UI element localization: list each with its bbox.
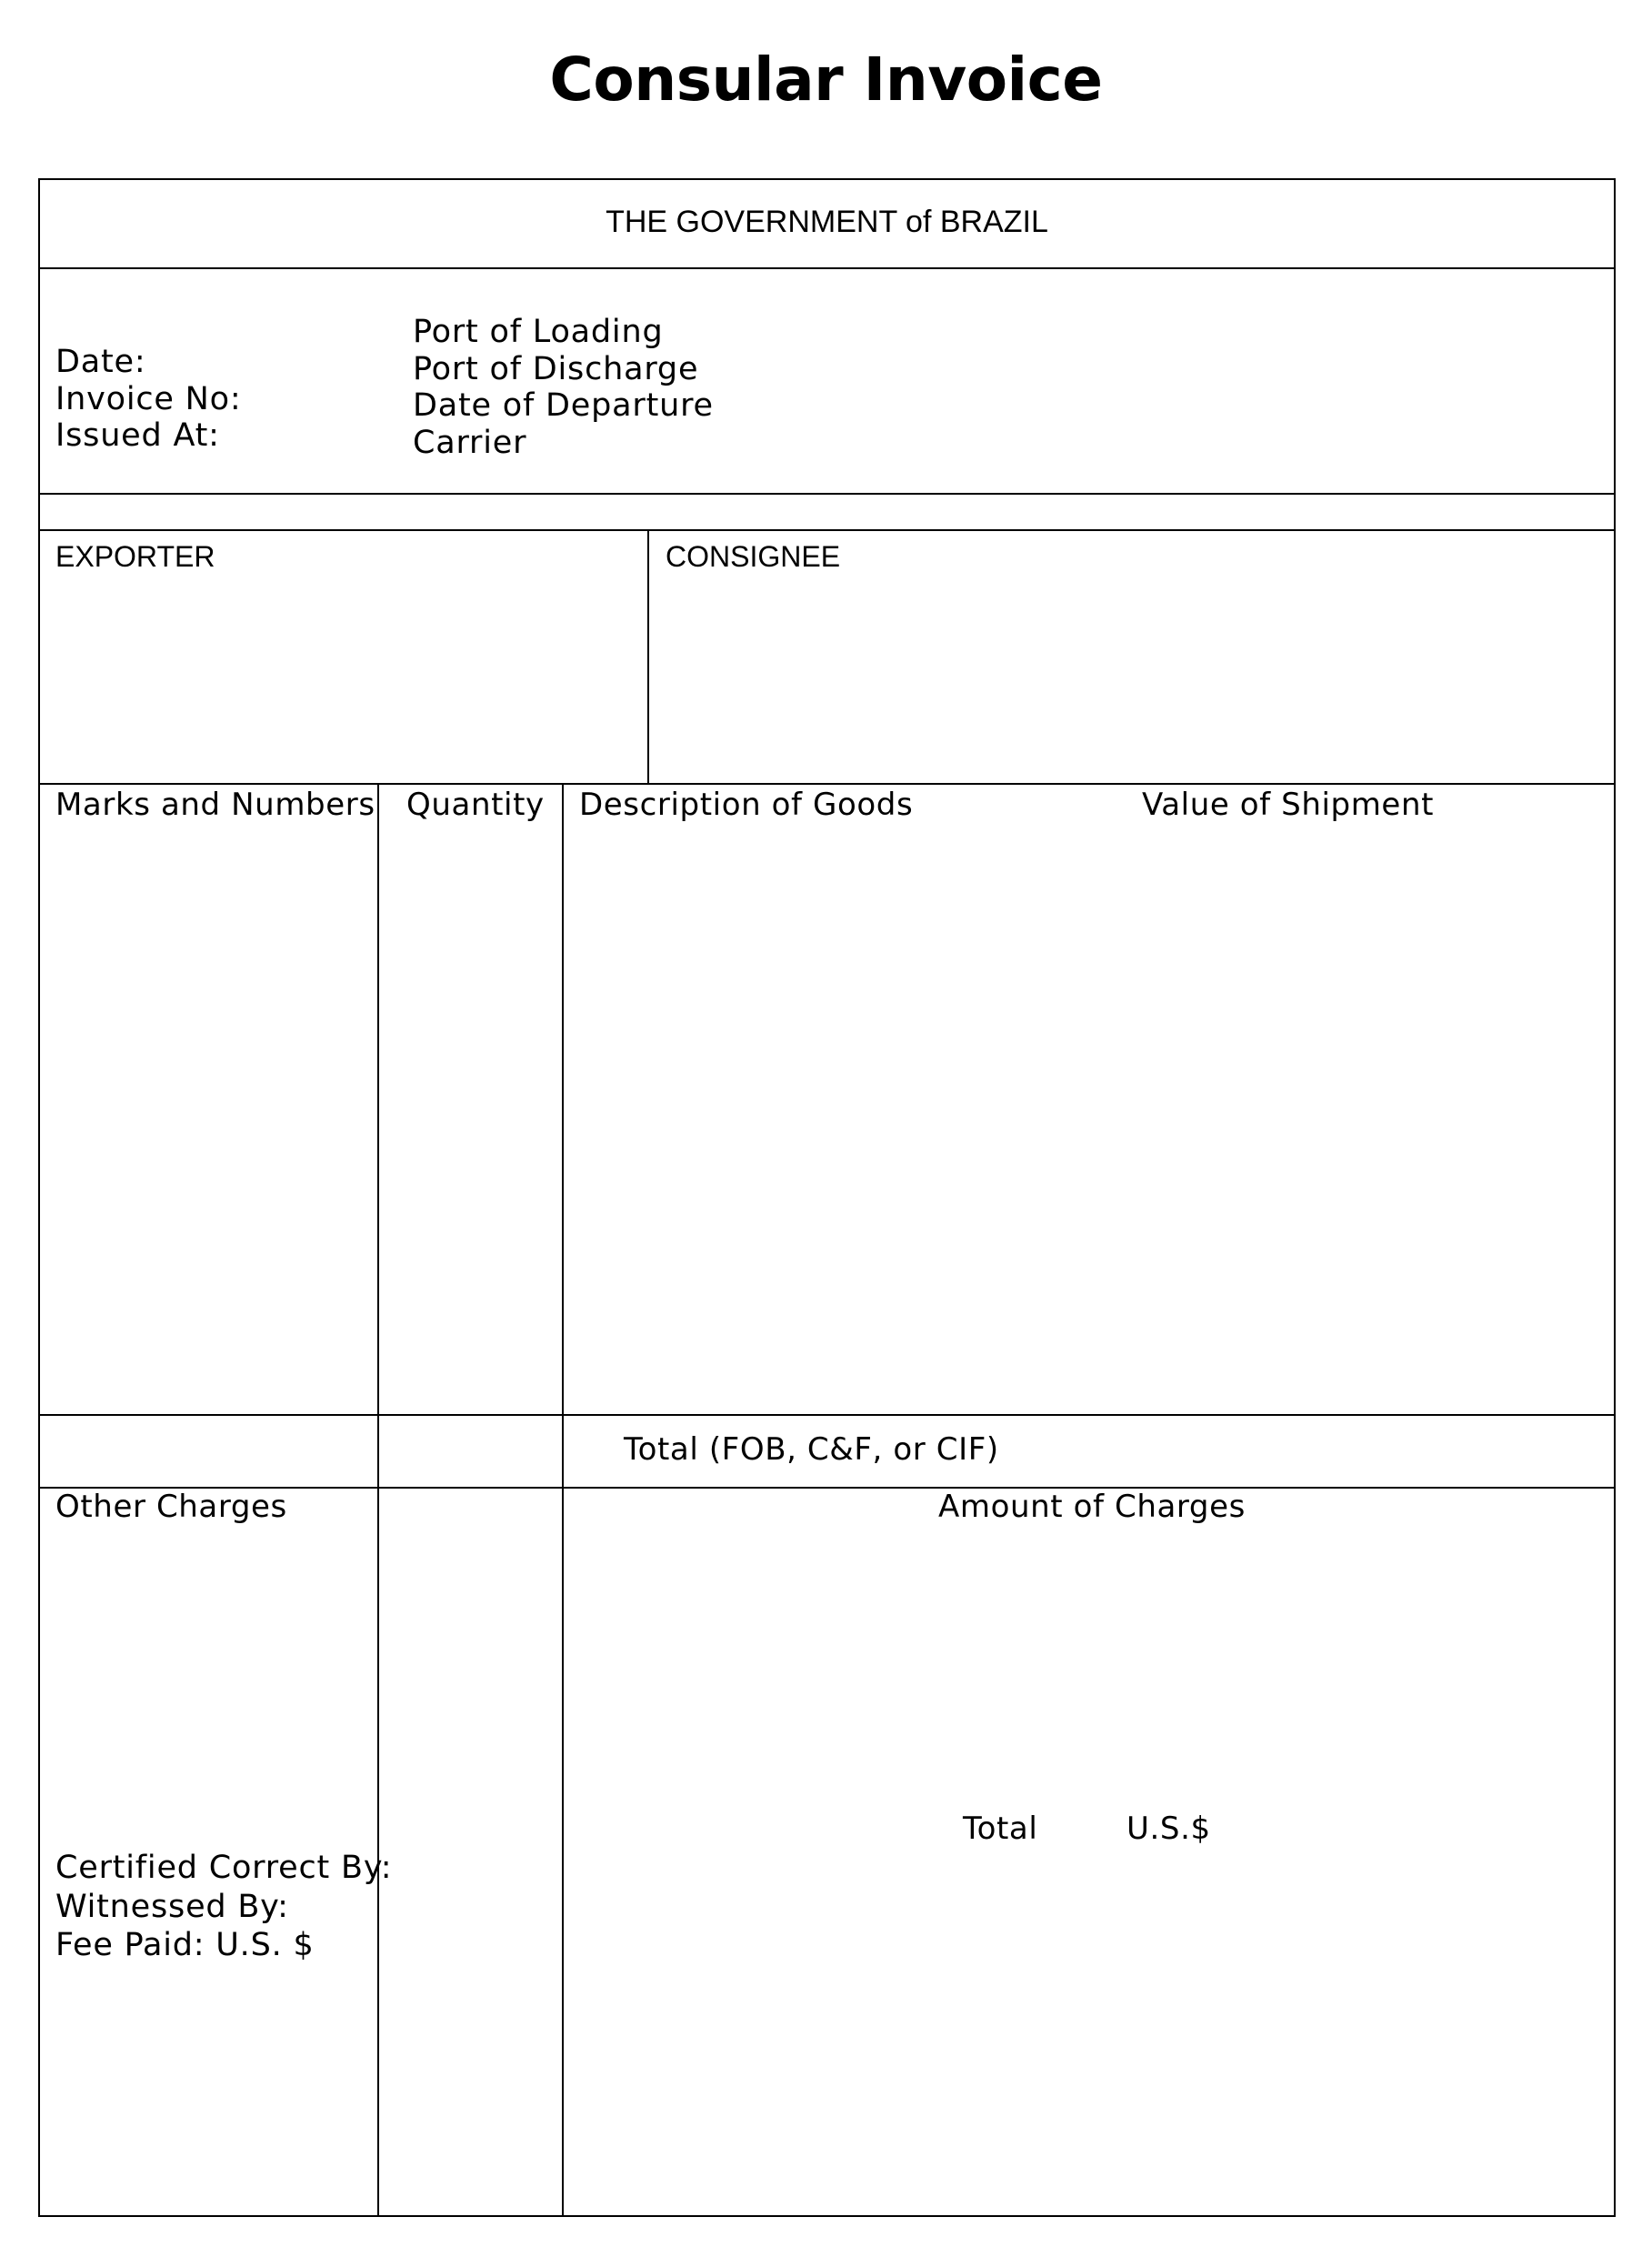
quantity-header: Quantity [406, 787, 545, 823]
description-of-goods-header: Description of Goods [579, 787, 914, 823]
form-border-right [1614, 178, 1616, 2217]
certification-block [55, 1849, 392, 1965]
divider-header [38, 267, 1616, 269]
date-label: Date: [55, 344, 146, 380]
divider-marks-quantity [377, 783, 379, 2217]
divider-parties [38, 783, 1616, 785]
carrier-label: Carrier [413, 424, 527, 461]
government-header: THE GOVERNMENT of BRAZIL [606, 205, 1048, 239]
divider-goods [38, 1414, 1616, 1416]
fee-paid-label: Fee Paid: U.S. $ [55, 1927, 315, 1963]
invoice-no-label: Invoice No: [55, 380, 242, 417]
witnessed-by-label: Witnessed By: [55, 1888, 289, 1925]
other-charges-label: Other Charges [55, 1489, 287, 1525]
total-fob-label: Total (FOB, C&F, or CIF) [624, 1431, 999, 1468]
port-of-discharge-label: Port of Discharge [413, 350, 699, 387]
divider-spacer [38, 529, 1616, 531]
certified-correct-by-label: Certified Correct By: [55, 1850, 393, 1886]
shipment-right-labels [413, 314, 714, 461]
document-title: Consular Invoice [549, 45, 1103, 115]
form-border-bottom [38, 2215, 1616, 2217]
shipment-left-labels [55, 344, 241, 455]
port-of-loading-label: Port of Loading [413, 314, 664, 350]
issued-at-label: Issued At: [55, 417, 220, 454]
charges-currency-label: U.S.$ [1126, 1811, 1211, 1847]
amount-of-charges-label: Amount of Charges [938, 1489, 1246, 1525]
consignee-label: CONSIGNEE [666, 540, 841, 573]
value-of-shipment-header: Value of Shipment [1142, 787, 1435, 823]
exporter-label: EXPORTER [55, 540, 215, 573]
date-of-departure-label: Date of Departure [413, 387, 714, 424]
form-border-top [38, 178, 1616, 180]
divider-exporter-consignee [647, 529, 649, 785]
charges-total-label: Total [963, 1811, 1038, 1847]
form-border-left [38, 178, 40, 2217]
divider-info [38, 493, 1616, 495]
marks-and-numbers-header: Marks and Numbers [55, 787, 375, 823]
divider-quantity-description [562, 783, 564, 2217]
